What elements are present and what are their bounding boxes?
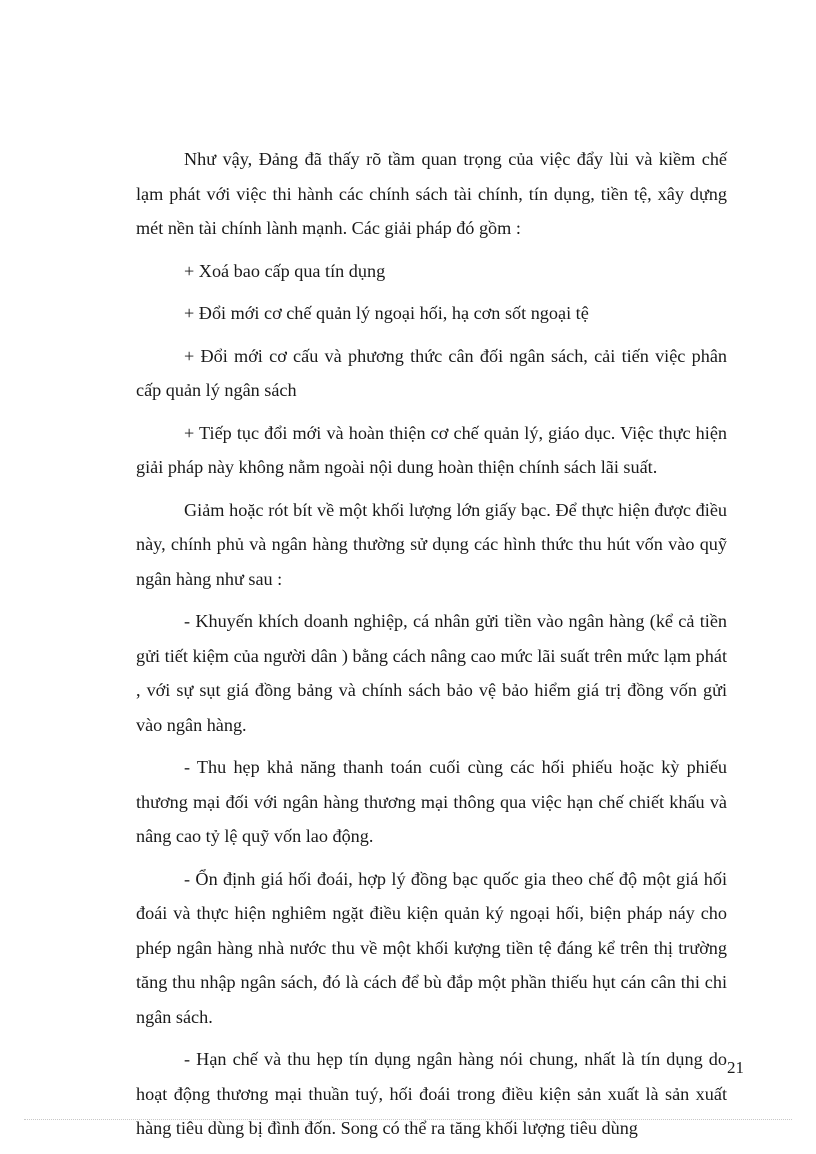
body-text: [136, 142, 727, 1154]
paragraph-reduce-money: Giảm hoặc rót bít về một khối lượng lớn giấy bạc. Để thực hiện được điều này, chính phủ và ngân hàng thường sử dụng các hình thức thu hút vốn vào quỹ ngân hàng như sau :: [136, 499, 727, 589]
paragraph-measure-1: - Khuyến khích doanh nghiệp, cá nhân gửi tiền vào ngân hàng (kể cả tiền gửi tiết kiệm của người dân ) bằng cách nâng cao mức lãi suất trên mức lạm phát , với sự sụt giá đồng bảng và chính sách bảo vệ bảo hiểm giá trị đồng vốn gửi vào ngân hàng.: [136, 611, 727, 735]
paragraph-solution-1: + Xoá bao cấp qua tín dụng: [184, 260, 386, 281]
paragraph-measure-4: - Hạn chế và thu hẹp tín dụng ngân hàng nói chung, nhất là tín dụng do hoạt động thương mại thuần tuý, hối đoái trong điều kiện sản xuất là sản xuất hàng tiêu dùng bị đình đốn. Song có thể ra tăng khối lượng tiêu dùng: [136, 1049, 727, 1138]
page-bottom-divider: [24, 1119, 792, 1120]
paragraph-measure-3: - Ổn định giá hối đoái, hợp lý đồng bạc quốc gia theo chế độ một giá hối đoái và thực hiện nghiêm ngặt điều kiện quản ký ngoại hối, biện pháp náy cho phép ngân hàng nhà nước thu về một khối kượng tiền tệ đáng kể trên thị trường tăng thu nhập ngân sách, đó là cách để bù đắp một phần thiếu hụt cán cân thi chi ngân sách.: [136, 868, 727, 1027]
page-number: 21: [727, 1058, 744, 1077]
paragraph-solution-2: + Đổi mới cơ chế quản lý ngoại hối, hạ cơn sốt ngoại tệ: [184, 303, 589, 323]
paragraph-intro: Như vậy, Đảng đã thấy rõ tầm quan trọng của việc đẩy lùi và kiềm chế lạm phát với việc thi hành các chính sách tài chính, tín dụng, tiền tệ, xây dựng mét nền tài chính lành mạnh. Các giải pháp đó gồm :: [136, 149, 727, 238]
paragraph-solution-4: + Tiếp tục đổi mới và hoàn thiện cơ chế quản lý, giáo dục. Việc thực hiện giải pháp này không nằm ngoài nội dung hoàn thiện chính sách lãi suất.: [136, 422, 727, 477]
paragraph-measure-2: - Thu hẹp khả năng thanh toán cuối cùng các hối phiếu hoặc kỳ phiếu thương mại đối với ngân hàng thương mại thông qua việc hạn chế chiết khấu và nâng cao tỷ lệ quỹ vốn lao động.: [136, 757, 727, 846]
paragraph-solution-3: + Đổi mới cơ cấu và phương thức cân đối ngân sách, cải tiến việc phân cấp quản lý ngân sách: [136, 345, 727, 400]
